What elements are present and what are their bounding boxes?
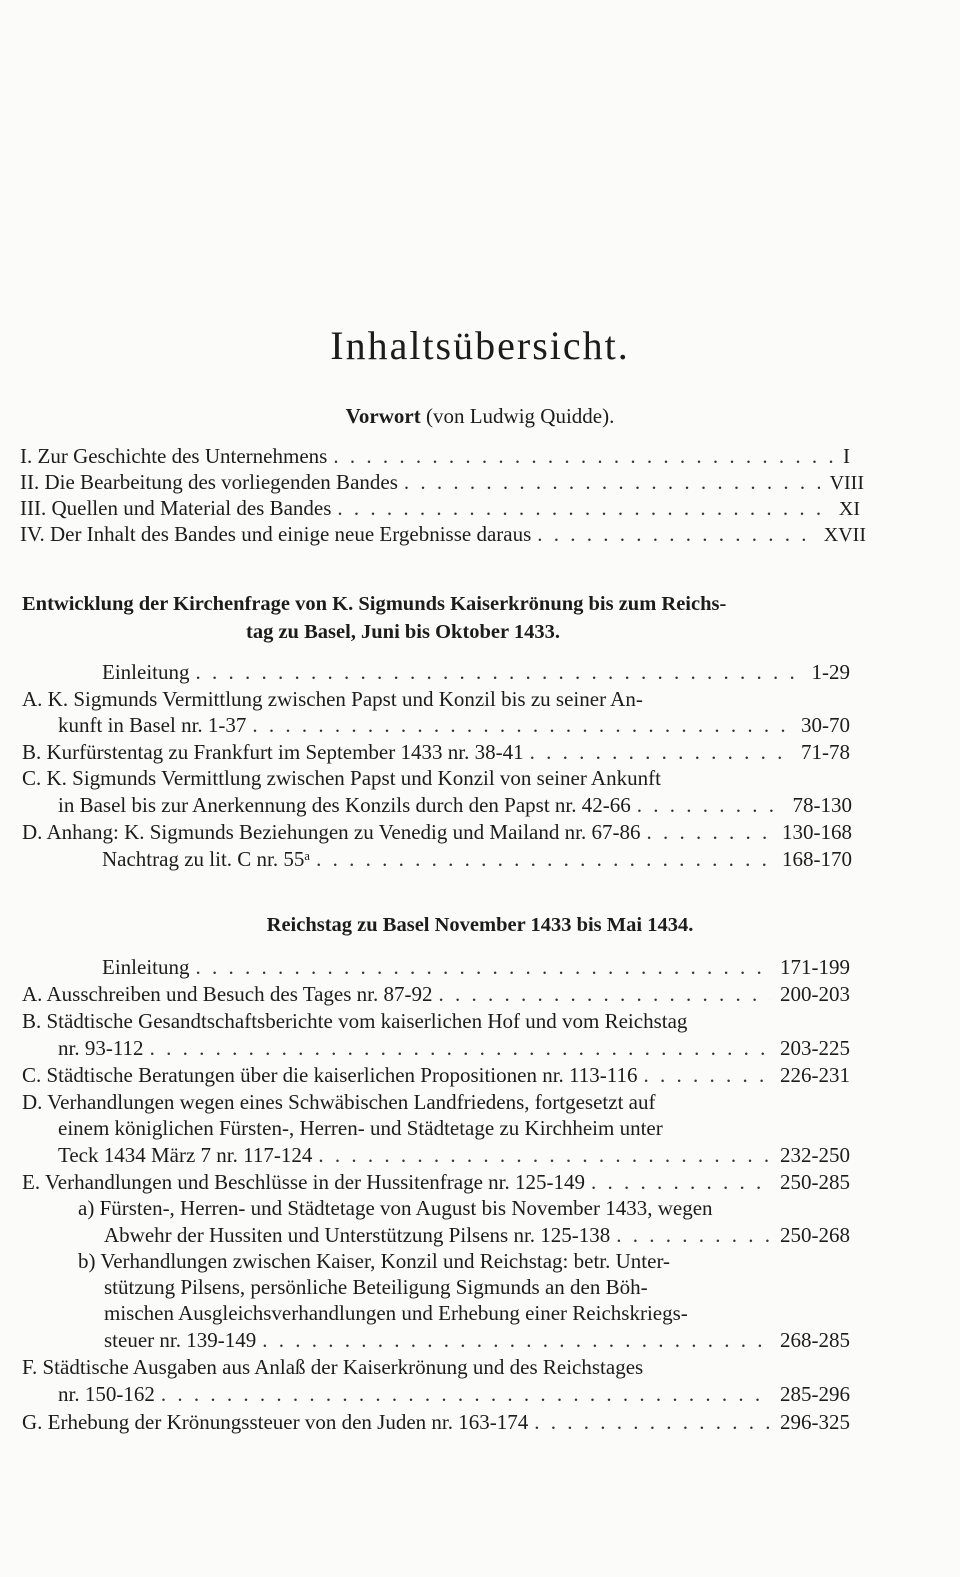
toc-entry-pages: 285-296 [780, 1382, 850, 1406]
toc-entry-pages: 203-225 [780, 1036, 850, 1060]
leader-dots [190, 955, 771, 980]
page-title: Inhaltsübersicht. [330, 323, 630, 368]
toc-entry-label: C. K. Sigmunds Vermittlung zwischen Papst und Konzil von seiner Ankunft [22, 766, 661, 790]
leader-dots [637, 1063, 770, 1088]
toc-entry-label: IV. Der Inhalt des Bandes und einige neue Ergebnisse daraus [20, 522, 532, 546]
toc-entry-label: Teck 1434 März 7 nr. 117-124 [58, 1143, 313, 1167]
toc-entry-pages: 71-78 [801, 740, 850, 764]
toc-entry-label: C. Städtische Beratungen über die kaiserlichen Propositionen nr. 113-116 [22, 1063, 638, 1087]
leader-dots [640, 820, 772, 845]
toc-entry [22, 766, 852, 793]
toc-entry-label: D. Anhang: K. Sigmunds Beziehungen zu Venedig und Mailand nr. 67-86 [22, 820, 641, 844]
toc-subentry [78, 1196, 858, 1223]
toc-entry-label: Nachtrag zu lit. C nr. 55ᵃ [102, 847, 311, 871]
toc-entry-pages: 30-70 [801, 713, 850, 737]
preface-heading-rest: (von Ludwig Quidde). [420, 404, 615, 428]
toc-entry-label: Abwehr der Hussiten und Unterstützung Pilsens nr. 125-138 [104, 1223, 611, 1247]
toc-entry-pages: 1-29 [811, 660, 850, 684]
leader-dots [327, 444, 833, 469]
toc-entry [102, 847, 852, 874]
toc-entry [20, 470, 864, 497]
toc-entry-continued [58, 1036, 850, 1063]
toc-entry-label: III. Quellen und Material des Bandes [20, 496, 332, 520]
leader-dots [433, 982, 771, 1007]
toc-entry [22, 1009, 862, 1036]
toc-entry-continued [58, 1382, 850, 1409]
toc-entry-pages: 296-325 [780, 1410, 850, 1434]
section-heading: Entwicklung der Kirchenfrage von K. Sigmunds Kaiserkrönung bis zum Reichs- [22, 593, 727, 615]
leader-dots [155, 1382, 770, 1407]
toc-entry [102, 955, 850, 982]
leader-dots [256, 1328, 770, 1353]
leader-dots [610, 1223, 770, 1248]
toc-entry-pages: 250-285 [780, 1170, 850, 1194]
toc-entry-label: II. Die Bearbeitung des vorliegenden Bandes [20, 470, 398, 494]
toc-entry [22, 687, 852, 714]
toc-entry-pages: 268-285 [780, 1328, 850, 1352]
leader-dots [631, 793, 783, 818]
toc-entry-label: nr. 93-112 [58, 1036, 144, 1060]
toc-entry-label: B. Kurfürstentag zu Frankfurt im September 1433 nr. 38-41 [22, 740, 524, 764]
leader-dots [312, 1143, 770, 1168]
toc-entry-label: Einleitung [102, 955, 190, 979]
leader-dots [528, 1410, 770, 1435]
leader-dots [398, 470, 820, 495]
toc-subentry-continued [104, 1223, 850, 1250]
toc-entry [22, 982, 850, 1009]
toc-entry-pages: 250-268 [780, 1223, 850, 1247]
toc-subentry-continued [104, 1328, 850, 1355]
toc-entry-label: Einleitung [102, 660, 190, 684]
leader-dots [144, 1036, 770, 1061]
toc-entry [20, 522, 866, 549]
toc-entry-label: E. Verhandlungen und Beschlüsse in der Hussitenfrage nr. 125-149 [22, 1170, 586, 1194]
toc-subentry-continued [104, 1275, 858, 1302]
leader-dots [310, 847, 772, 872]
toc-entry-label: nr. 150-162 [58, 1382, 155, 1406]
leader-dots [585, 1170, 770, 1195]
toc-entry-continued [58, 793, 852, 820]
toc-entry-label: A. Ausschreiben und Besuch des Tages nr. 87-92 [22, 982, 433, 1006]
toc-entry [20, 496, 860, 523]
toc-entry [22, 1063, 850, 1090]
toc-entry-label: D. Verhandlungen wegen eines Schwäbischen Landfriedens, fortgesetzt auf [22, 1090, 656, 1114]
toc-entry-label: steuer nr. 139-149 [104, 1328, 257, 1352]
toc-entry-continued [58, 1116, 862, 1143]
toc-entry-label: in Basel bis zur Anerkennung des Konzils durch den Papst nr. 42-66 [58, 793, 631, 817]
leader-dots [190, 660, 802, 685]
toc-entry-pages: 168-170 [782, 847, 852, 871]
toc-entry-label: a) Fürsten-, Herren- und Städtetage von August bis November 1433, wegen [78, 1196, 713, 1220]
section-heading-continued: tag zu Basel, Juni bis Oktober 1433. [246, 621, 560, 643]
preface-heading-bold: Vorwort [345, 404, 421, 428]
toc-entry [22, 740, 850, 767]
toc-entry-pages: 78-130 [792, 793, 852, 817]
toc-entry-pages: 226-231 [780, 1063, 850, 1087]
toc-entry-continued [58, 713, 850, 740]
toc-entry-pages: VIII [829, 472, 864, 494]
toc-entry-label: I. Zur Geschichte des Unternehmens [20, 444, 328, 468]
section-heading: Reichstag zu Basel November 1433 bis Mai 1434. [266, 914, 694, 936]
toc-entry-label: F. Städtische Ausgaben aus Anlaß der Kaiserkrönung und des Reichstages [22, 1355, 644, 1379]
toc-entry-pages: 171-199 [780, 955, 850, 979]
toc-entry-pages: 200-203 [780, 982, 850, 1006]
toc-entry [22, 1410, 850, 1437]
toc-subentry [78, 1249, 858, 1276]
toc-entry-label: B. Städtische Gesandtschaftsberichte vom kaiserlichen Hof und vom Reichstag [22, 1009, 688, 1033]
preface-heading [0, 404, 960, 429]
toc-entry-label: einem königlichen Fürsten-, Herren- und Städtetage zu Kirchheim unter [58, 1116, 663, 1140]
leader-dots [331, 496, 828, 521]
toc-entry-pages: 130-168 [782, 820, 852, 844]
leader-dots [246, 713, 791, 738]
toc-entry [22, 1170, 850, 1197]
toc-entry [22, 820, 852, 847]
toc-entry-label: b) Verhandlungen zwischen Kaiser, Konzil und Reichstag: betr. Unter- [78, 1249, 671, 1273]
toc-entry [102, 660, 850, 687]
toc-entry [22, 1090, 862, 1117]
leader-dots [524, 740, 791, 765]
toc-entry-pages: I [843, 444, 850, 468]
toc-entry-label: A. K. Sigmunds Vermittlung zwischen Papst und Konzil bis zu seiner An- [22, 687, 643, 711]
toc-subentry-continued [104, 1301, 858, 1328]
toc-entry [22, 1355, 862, 1382]
leader-dots [531, 522, 814, 547]
toc-entry-label: mischen Ausgleichsverhandlungen und Erhebung einer Reichskriegs- [104, 1301, 688, 1325]
toc-entry-pages: XVII [823, 524, 866, 546]
toc-entry [20, 444, 850, 471]
toc-entry-label: kunft in Basel nr. 1-37 [58, 713, 247, 737]
toc-entry-continued [58, 1143, 850, 1170]
toc-entry-label: stützung Pilsens, persönliche Beteiligung Sigmunds an den Böh- [104, 1275, 648, 1299]
toc-entry-label: G. Erhebung der Krönungssteuer von den Juden nr. 163-174 [22, 1410, 529, 1434]
toc-entry-pages: 232-250 [780, 1143, 850, 1167]
toc-entry-pages: XI [838, 498, 860, 520]
